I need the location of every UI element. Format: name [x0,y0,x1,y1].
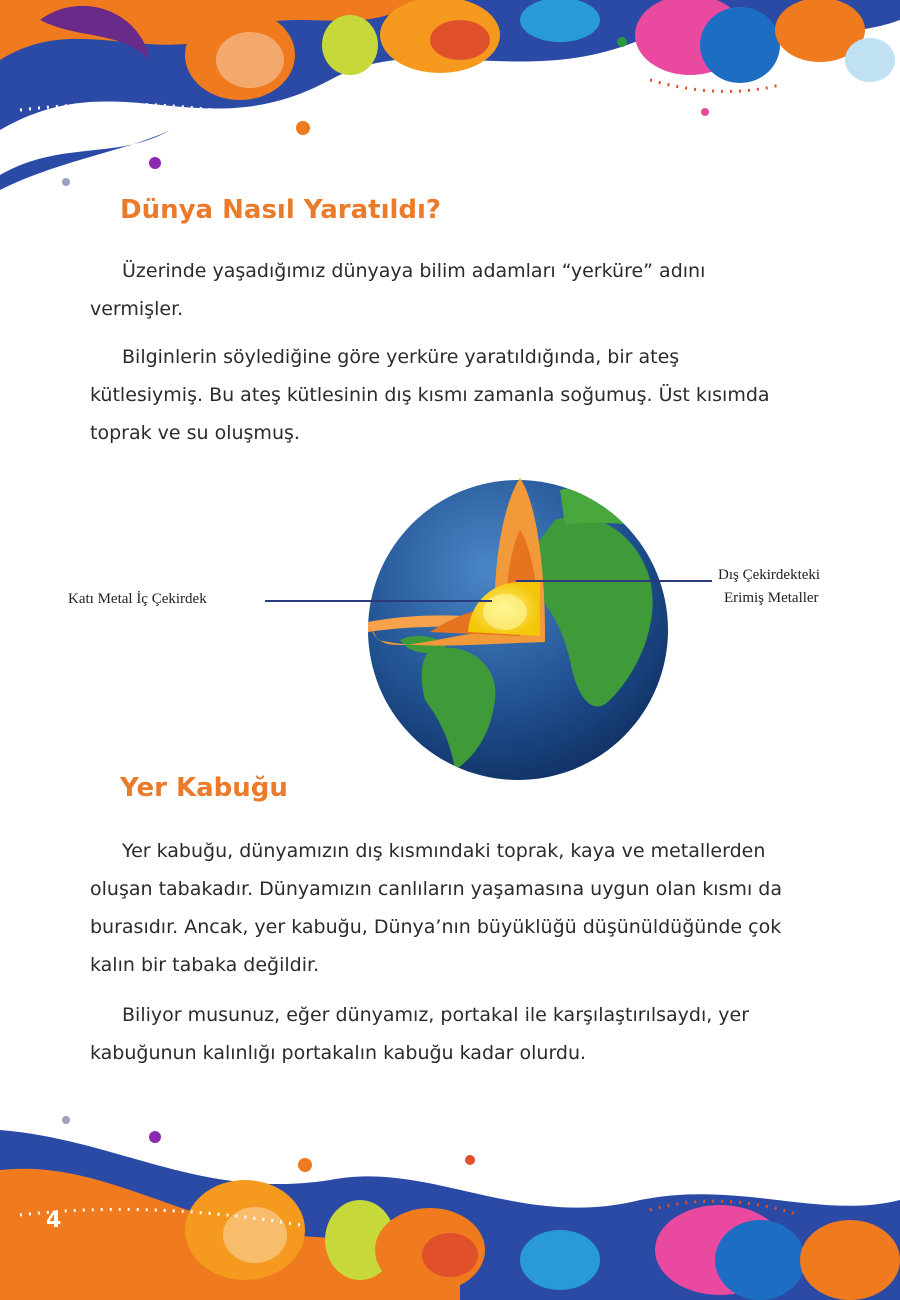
paragraph: Biliyor musunuz, eğer dünyamız, portakal ile karşılaştırılsaydı, yer kabuğunun kalınlığı portakalın kabuğu kadar olurdu. [90,1004,750,1064]
paragraph: Yer kabuğu, dünyamızın dış kısmındaki toprak, kaya ve metallerden oluşan tabakadır. Dünyamızın canlıların yaşamasına uygun olan kısmı da burasıdır. Ancak, yer kabuğu, Dünya’nın büyüklüğü düşünüldüğünde çok kalın bir tabaka değildir. [90,840,782,976]
bottom-decorative-swirls [0,1110,900,1300]
section-title: Yer Kabuğu [120,773,288,803]
top-decorative-swirls [0,0,900,200]
paragraph: Üzerinde yaşadığımız dünyaya bilim adamları “yerküre” adını vermişler. [90,260,706,320]
inner-core-label: Katı Metal İç Çekirdek [68,591,207,607]
earth-layers-diagram [0,470,900,790]
section-title: Dünya Nasıl Yaratıldı? [120,195,442,225]
outer-core-label-line1: Dış Çekirdekteki [718,567,821,583]
page-number: 4 [46,1208,62,1233]
paragraph: Bilginlerin söylediğine göre yerküre yaratıldığında, bir ateş kütlesiymiş. Bu ateş kütlesinin dış kısmı zamanla soğumuş. Üst kısımda toprak ve su oluşmuş. [90,346,770,444]
outer-core-label-line2: Erimiş Metaller [724,590,819,606]
